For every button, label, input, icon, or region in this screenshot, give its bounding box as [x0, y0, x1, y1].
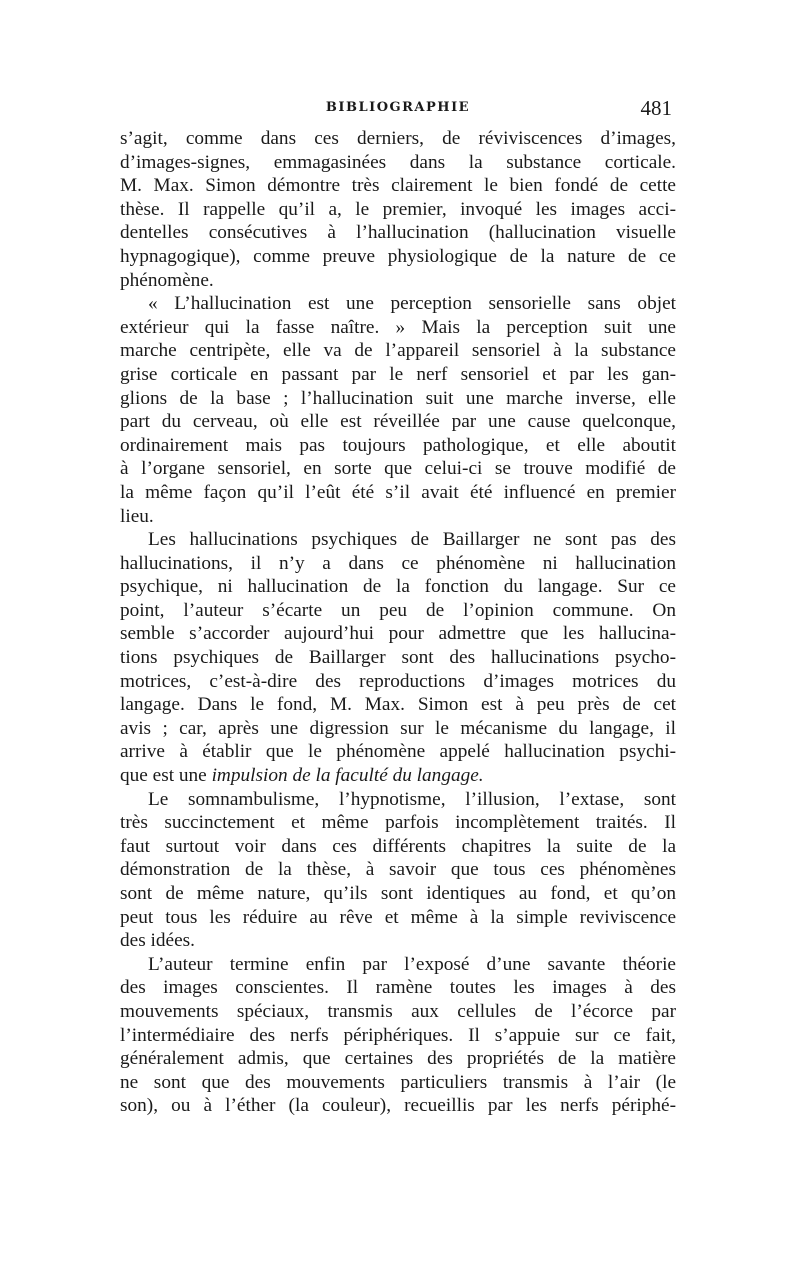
text-line: part du cerveau, où elle est réveillée par une cause quelconque,: [120, 411, 676, 433]
running-title: BIBLIOGRAPHIE: [325, 100, 471, 115]
text-line: faut surtout voir dans ces différents chapitres la suite de la: [120, 835, 676, 857]
text-line: motrices, c’est-à-dire des reproductions d’images motrices du: [120, 670, 676, 692]
text-line: psychique, ni hallucination de la fonction du langage. Sur ce: [120, 576, 676, 598]
text-line: glions de la base ; l’hallucination suit une marche inverse, elle: [120, 387, 676, 409]
text-line: dentelles consécutives à l’hallucination (hallucination visuelle: [120, 222, 676, 244]
text-line: son), ou à l’éther (la couleur), recueillis par les nerfs périphé-: [120, 1095, 676, 1117]
text-line: des idées.: [120, 930, 195, 952]
text-line: d’images-signes, emmagasinées dans la substance corticale.: [120, 151, 676, 173]
text-fragment: que est une: [120, 765, 207, 787]
text-line: s’agit, comme dans ces derniers, de réviviscences d’images,: [120, 128, 676, 149]
text-line: hallucinations, il n’y a dans ce phénomène ni hallucination: [120, 552, 676, 574]
text-line: à l’organe sensoriel, en sorte que celui-ci se trouve modifié de: [120, 458, 676, 480]
text-line: thèse. Il rappelle qu’il a, le premier, invoqué les images acci-: [120, 198, 676, 220]
text-line: phénomène.: [120, 269, 214, 291]
text-line: Le somnambulisme, l’hypnotisme, l’illusion, l’extase, sont: [148, 788, 676, 810]
text-line: semble s’accorder aujourd’hui pour admettre que les hallucina-: [120, 623, 676, 645]
text-line: point, l’auteur s’écarte un peu de l’opinion commune. On: [120, 599, 676, 621]
text-line: avis ; car, après une digression sur le mécanisme du langage, il: [120, 717, 676, 739]
text-line: marche centripète, elle va de l’appareil sensoriel à la substance: [120, 340, 676, 362]
text-line: Les hallucinations psychiques de Baillarger ne sont pas des: [148, 529, 676, 551]
text-line: « L’hallucination est une perception sensorielle sans objet: [148, 293, 676, 315]
page-header: [120, 96, 676, 124]
page-number: 481: [640, 96, 672, 120]
text-line: très succinctement et même parfois incomplètement traités. Il: [120, 812, 676, 834]
text-line: ordinairement mais pas toujours pathologique, et elle aboutit: [120, 434, 676, 456]
text-line: mouvements spéciaux, transmis aux cellules de l’écorce par: [120, 1000, 676, 1022]
text-line: généralement admis, que certaines des propriétés de la matière: [120, 1048, 676, 1070]
text-line: démonstration de la thèse, à savoir que tous ces phénomènes: [120, 859, 676, 881]
text-line: hypnagogique), comme preuve physiologique de la nature de ce: [120, 245, 676, 267]
body-text: [120, 127, 676, 1118]
text-line: L’auteur termine enfin par l’exposé d’une savante théorie: [148, 953, 676, 975]
text-line: sont de même nature, qu’ils sont identiques au fond, et qu’on: [120, 883, 676, 904]
text-line: arrive à établir que le phénomène appelé hallucination psychi-: [120, 741, 676, 763]
text-line: la même façon qu’il l’eût été s’il avait été influencé en premier: [120, 481, 676, 503]
text-line: ne sont que des mouvements particuliers transmis à l’air (le: [120, 1071, 676, 1093]
text-line: extérieur qui la fasse naître. » Mais la perception suit une: [120, 316, 676, 338]
text-line: des images conscientes. Il ramène toutes les images à des: [120, 977, 676, 999]
text-line-mixed: [120, 764, 676, 788]
text-line: langage. Dans le fond, M. Max. Simon est à peu près de cet: [120, 694, 676, 716]
text-line: lieu.: [120, 505, 154, 527]
text-line: l’intermédiaire des nerfs périphériques. Il s’appuie sur ce fait,: [120, 1024, 676, 1046]
text-line: peut tous les réduire au rêve et même à la simple reviviscence: [120, 906, 676, 928]
text-line: M. Max. Simon démontre très clairement le bien fondé de cette: [120, 175, 676, 197]
text-line: tions psychiques de Baillarger sont des hallucinations psycho-: [120, 647, 676, 669]
text-line: grise corticale en passant par le nerf sensoriel et par les gan-: [120, 363, 676, 385]
italic-phrase: impulsion de la faculté du langage.: [211, 765, 484, 787]
